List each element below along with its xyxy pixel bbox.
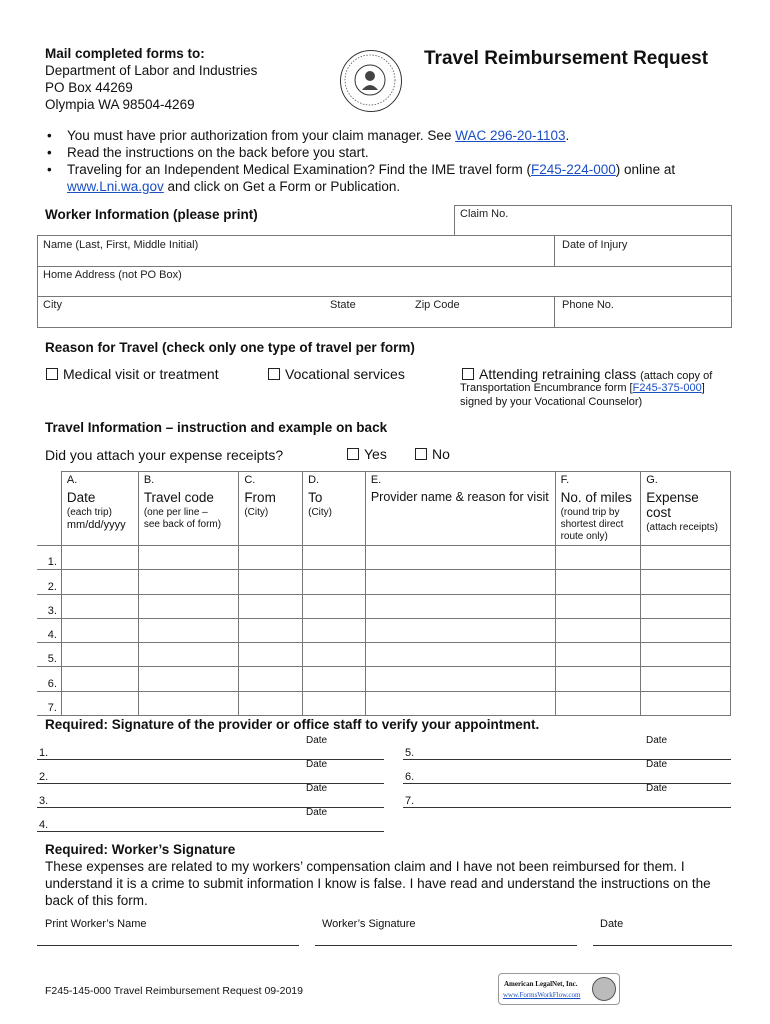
address-line: PO Box 44269 (45, 80, 133, 95)
table-cell[interactable] (641, 691, 731, 715)
table-cell[interactable] (138, 643, 239, 667)
col-c-header: C. From (City) (239, 472, 303, 546)
table-cell[interactable] (303, 546, 366, 570)
retraining-note: Transportation Encumbrance form [F245-375-000] signed by your Vocational Counselor) (460, 382, 705, 408)
sig-date-label: Date (306, 735, 328, 746)
table-header-row (37, 472, 731, 546)
lni-link[interactable]: www.Lni.wa.gov (67, 179, 164, 194)
table-cell[interactable] (61, 594, 138, 618)
col-g-header: G. Expense cost (attach receipts) (641, 472, 731, 546)
table-cell[interactable] (555, 643, 641, 667)
signature-label: Worker’s Signature (322, 918, 416, 930)
table-cell[interactable] (61, 691, 138, 715)
reason-heading: Reason for Travel (check only one type of travel per form) (45, 340, 415, 355)
yes-checkbox[interactable] (347, 448, 359, 460)
table-cell[interactable] (239, 643, 303, 667)
provider-signature-line[interactable] (37, 759, 384, 760)
date-label: Date (600, 918, 624, 930)
encumbrance-form-link[interactable]: F245-375-000 (632, 382, 702, 394)
col-b-header: B. Travel code (one per line – see back of form) (138, 472, 239, 546)
state-label: State (330, 299, 356, 311)
address-line: Olympia WA 98504-4269 (45, 97, 195, 112)
sig-number: 2. (39, 771, 49, 783)
table-cell[interactable] (138, 667, 239, 691)
state-seal-icon (340, 50, 402, 112)
receipts-no-option[interactable]: No (415, 446, 450, 462)
table-cell[interactable] (138, 691, 239, 715)
sig-number: 6. (405, 771, 415, 783)
sig-date-label: Date (646, 783, 668, 794)
table-row (37, 546, 731, 570)
city-label: City (43, 299, 62, 311)
medical-checkbox[interactable] (46, 368, 58, 380)
table-row (37, 643, 731, 667)
sig-date-label: Date (646, 759, 668, 770)
sig-number: 3. (39, 795, 49, 807)
travel-table (37, 471, 731, 716)
table-row (37, 594, 731, 618)
mailing-address (45, 45, 257, 113)
provider-signature-line[interactable] (37, 807, 384, 808)
table-cell[interactable] (365, 570, 555, 594)
page-title: Travel Reimbursement Request (424, 48, 709, 69)
sig-date-label: Date (306, 759, 328, 770)
table-row (37, 667, 731, 691)
mail-label: Mail completed forms to: (45, 46, 205, 61)
table-cell[interactable] (303, 667, 366, 691)
instruction-item-continued: www.Lni.wa.gov and click on Get a Form or Publication. (67, 179, 401, 194)
table-cell[interactable] (239, 570, 303, 594)
receipts-yes-option[interactable]: Yes (347, 446, 387, 462)
table-cell[interactable] (641, 570, 731, 594)
table-cell[interactable] (365, 594, 555, 618)
table-cell[interactable] (641, 546, 731, 570)
table-cell[interactable] (555, 546, 641, 570)
table-cell[interactable] (555, 570, 641, 594)
table-cell[interactable] (641, 667, 731, 691)
table-cell[interactable] (365, 667, 555, 691)
claim-no-field[interactable]: Claim No. (454, 205, 732, 236)
legalnet-logo-icon (592, 977, 616, 1001)
table-cell[interactable] (555, 691, 641, 715)
table-cell[interactable] (61, 570, 138, 594)
row-number: 4. (37, 618, 61, 642)
table-cell[interactable] (61, 643, 138, 667)
sig-number: 7. (405, 795, 415, 807)
row-number: 7. (37, 691, 61, 715)
worker-signature-line[interactable] (315, 945, 577, 946)
sig-number: 5. (405, 747, 415, 759)
vocational-option[interactable]: Vocational services (268, 366, 405, 382)
table-cell[interactable] (239, 691, 303, 715)
table-cell[interactable] (239, 618, 303, 642)
ime-form-link[interactable]: F245-224-000 (530, 162, 616, 177)
table-cell[interactable] (303, 643, 366, 667)
zip-label: Zip Code (415, 299, 460, 311)
instruction-item: • Read the instructions on the back before you start. (47, 145, 369, 160)
sig-date-label: Date (646, 735, 668, 746)
col-d-header: D. To (City) (303, 472, 366, 546)
receipts-question: Did you attach your expense receipts? (45, 447, 284, 463)
table-cell[interactable] (138, 618, 239, 642)
provider-signature-line[interactable] (37, 783, 384, 784)
table-cell[interactable] (365, 643, 555, 667)
table-cell[interactable] (641, 643, 731, 667)
table-cell[interactable] (138, 570, 239, 594)
no-checkbox[interactable] (415, 448, 427, 460)
table-cell[interactable] (303, 691, 366, 715)
medical-option[interactable]: Medical visit or treatment (46, 366, 219, 382)
wac-link[interactable]: WAC 296-20-1103 (455, 128, 566, 143)
table-cell[interactable] (61, 618, 138, 642)
sig-date-label: Date (306, 783, 328, 794)
table-cell[interactable] (555, 618, 641, 642)
home-address-field[interactable]: Home Address (not PO Box) (37, 266, 732, 297)
legalnet-badge: American LegalNet, Inc. www.FormsWorkFlow.com (498, 973, 620, 1005)
table-cell[interactable] (138, 546, 239, 570)
name-field[interactable]: Name (Last, First, Middle Initial) (37, 235, 555, 267)
print-name-line[interactable] (37, 945, 299, 946)
table-cell[interactable] (138, 594, 239, 618)
table-cell[interactable] (239, 546, 303, 570)
table-cell[interactable] (303, 594, 366, 618)
table-cell[interactable] (365, 546, 555, 570)
instruction-item: • You must have prior authorization from your claim manager. See WAC 296-20-1103. (47, 128, 570, 143)
retraining-option[interactable]: Attending retraining class (attach copy of (462, 366, 712, 382)
city-state-zip-field[interactable] (37, 296, 555, 328)
table-cell[interactable] (239, 667, 303, 691)
worker-date-line[interactable] (593, 945, 732, 946)
col-a-header: A. Date (each trip) mm/dd/yyyy (61, 472, 138, 546)
provider-signature-line[interactable] (403, 759, 731, 760)
row-number: 3. (37, 594, 61, 618)
form-id: F245-145-000 Travel Reimbursement Request 09-2019 (45, 985, 303, 997)
row-number: 6. (37, 667, 61, 691)
col-f-header: F. No. of miles (round trip by shortest direct route only) (555, 472, 641, 546)
print-name-label: Print Worker’s Name (45, 918, 147, 930)
table-row (37, 618, 731, 642)
table-cell[interactable] (303, 570, 366, 594)
provider-signature-line[interactable] (403, 783, 731, 784)
worker-info-heading: Worker Information (please print) (45, 207, 258, 222)
row-number: 5. (37, 643, 61, 667)
table-cell[interactable] (239, 594, 303, 618)
retraining-checkbox[interactable] (462, 368, 474, 380)
address-line: Department of Labor and Industries (45, 63, 258, 78)
table-cell[interactable] (555, 667, 641, 691)
provider-signature-line[interactable] (403, 807, 731, 808)
instruction-item: • Traveling for an Independent Medical Examination? Find the IME travel form (F245-224-000) online at (47, 162, 676, 177)
table-cell[interactable] (641, 594, 731, 618)
sig-date-label: Date (306, 807, 328, 818)
row-number: 1. (37, 546, 61, 570)
table-cell[interactable] (61, 667, 138, 691)
table-cell[interactable] (303, 618, 366, 642)
sig-number: 1. (39, 747, 49, 759)
sig-number: 4. (39, 819, 49, 831)
table-cell[interactable] (61, 546, 138, 570)
row-number: 2. (37, 570, 61, 594)
table-row (37, 570, 731, 594)
worker-sig-heading: Required: Worker’s Signature (45, 842, 236, 857)
phone-field[interactable]: Phone No. (554, 296, 732, 328)
col-e-header: E. Provider name & reason for visit (365, 472, 555, 546)
travel-info-heading: Travel Information – instruction and example on back (45, 420, 388, 435)
date-of-injury-field[interactable]: Date of Injury (554, 235, 732, 267)
table-cell[interactable] (365, 618, 555, 642)
provider-signature-line[interactable] (37, 831, 384, 832)
table-cell[interactable] (641, 618, 731, 642)
provider-sig-heading: Required: Signature of the provider or office staff to verify your appointment. (45, 717, 540, 732)
table-cell[interactable] (555, 594, 641, 618)
table-cell[interactable] (365, 691, 555, 715)
table-row (37, 691, 731, 715)
worker-statement: These expenses are related to my workers’ compensation claim and I have not been reimbursed for them. I understand it is a crime to submit information I know is false. I have read and understand the instructions on the back of this form. (45, 859, 711, 908)
vocational-checkbox[interactable] (268, 368, 280, 380)
